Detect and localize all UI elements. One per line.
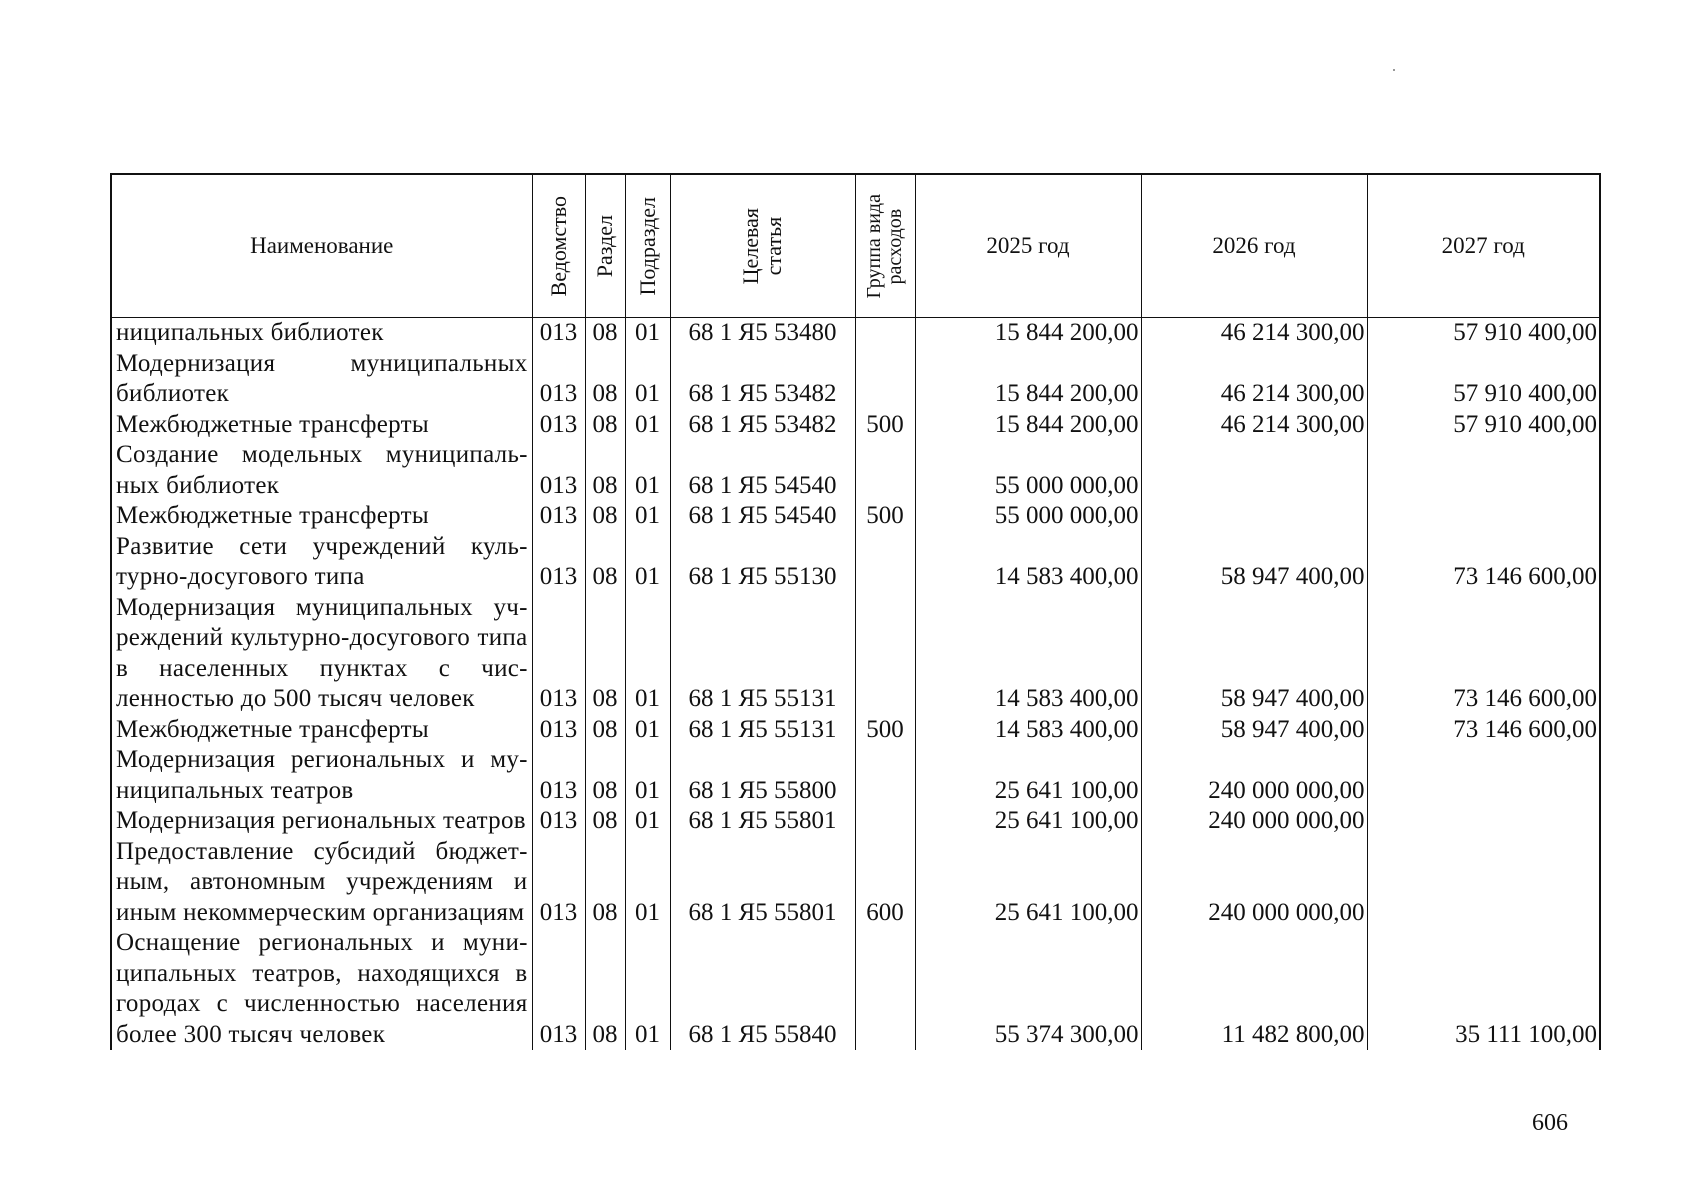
page-number: 606 xyxy=(1532,1110,1568,1136)
row-vedomstvo-cell: 013 xyxy=(532,928,585,1050)
header-celevaya-line1: Целевая xyxy=(738,207,764,285)
row-2025-cell: 25 641 100,00 xyxy=(915,806,1141,837)
row-2026-cell: 240 000 000,00 xyxy=(1141,806,1367,837)
header-name xyxy=(112,175,532,318)
table-row xyxy=(112,501,1599,532)
row-razdel-cell: 08 xyxy=(585,928,625,1050)
row-2026-cell: 46 214 300,00 xyxy=(1141,410,1367,441)
row-2027-cell xyxy=(1367,837,1599,929)
table-row xyxy=(112,745,1599,806)
row-celevaya-cell: 68 1 Я5 55801 xyxy=(670,806,855,837)
row-razdel-cell: 08 xyxy=(585,501,625,532)
row-2027-cell: 57 910 400,00 xyxy=(1367,349,1599,410)
row-razdel-cell: 08 xyxy=(585,532,625,593)
row-2027-cell xyxy=(1367,501,1599,532)
budget-table-frame xyxy=(110,173,1601,1050)
row-2025-cell: 15 844 200,00 xyxy=(915,410,1141,441)
row-gruppa-cell: 500 xyxy=(855,410,915,441)
row-celevaya-cell: 68 1 Я5 53482 xyxy=(670,349,855,410)
table-row xyxy=(112,837,1599,929)
header-year-2026 xyxy=(1141,175,1367,318)
row-name-cell: Оснащение региональных и муниципальных театров, находящихся в городах с численностью населения более 300 тысяч человек xyxy=(112,928,532,1050)
row-gruppa-cell: 500 xyxy=(855,715,915,746)
row-2026-cell: 58 947 400,00 xyxy=(1141,593,1367,715)
row-2025-cell: 14 583 400,00 xyxy=(915,715,1141,746)
row-razdel-cell: 08 xyxy=(585,318,625,349)
row-name-cell: Развитие сети учреждений культурно-досугового типа xyxy=(112,532,532,593)
row-celevaya-cell: 68 1 Я5 55130 xyxy=(670,532,855,593)
header-year-2025-label: 2025 год xyxy=(986,233,1070,258)
row-2026-cell: 240 000 000,00 xyxy=(1141,837,1367,929)
header-gruppa-line2: расходов xyxy=(884,208,906,284)
row-name-cell: Модернизация региональных театров xyxy=(112,806,532,837)
table-row xyxy=(112,349,1599,410)
row-celevaya-cell: 68 1 Я5 53480 xyxy=(670,318,855,349)
row-2026-cell xyxy=(1141,501,1367,532)
row-vedomstvo-cell: 013 xyxy=(532,715,585,746)
header-year-2027 xyxy=(1367,175,1599,318)
row-podrazdel-cell: 01 xyxy=(625,501,670,532)
row-2025-cell: 14 583 400,00 xyxy=(915,593,1141,715)
row-2027-cell: 57 910 400,00 xyxy=(1367,318,1599,349)
header-gruppa-vida-rashodov xyxy=(855,175,915,318)
row-2026-cell: 240 000 000,00 xyxy=(1141,745,1367,806)
row-gruppa-cell xyxy=(855,928,915,1050)
row-celevaya-cell: 68 1 Я5 53482 xyxy=(670,410,855,441)
table-row xyxy=(112,440,1599,501)
row-vedomstvo-cell: 013 xyxy=(532,593,585,715)
row-2025-cell: 25 641 100,00 xyxy=(915,837,1141,929)
row-2027-cell: 73 146 600,00 xyxy=(1367,593,1599,715)
row-razdel-cell: 08 xyxy=(585,745,625,806)
row-celevaya-cell: 68 1 Я5 55840 xyxy=(670,928,855,1050)
row-podrazdel-cell: 01 xyxy=(625,440,670,501)
row-2025-cell: 15 844 200,00 xyxy=(915,318,1141,349)
row-name-cell: Межбюджетные трансферты xyxy=(112,410,532,441)
row-vedomstvo-cell: 013 xyxy=(532,806,585,837)
header-year-2025 xyxy=(915,175,1141,318)
table-row xyxy=(112,928,1599,1050)
row-podrazdel-cell: 01 xyxy=(625,410,670,441)
scan-speck xyxy=(1393,69,1395,71)
row-2025-cell: 25 641 100,00 xyxy=(915,745,1141,806)
header-name-label: Наименование xyxy=(250,233,394,258)
row-podrazdel-cell: 01 xyxy=(625,837,670,929)
header-podrazdel xyxy=(625,175,670,318)
row-name-cell: Создание модельных муниципальных библиотек xyxy=(112,440,532,501)
row-podrazdel-cell: 01 xyxy=(625,532,670,593)
row-podrazdel-cell: 01 xyxy=(625,928,670,1050)
row-name-cell: ниципальных библиотек xyxy=(112,318,532,349)
row-2025-cell: 14 583 400,00 xyxy=(915,532,1141,593)
row-vedomstvo-cell: 013 xyxy=(532,318,585,349)
row-name-cell: Модернизация муниципальных библиотек xyxy=(112,349,532,410)
row-celevaya-cell: 68 1 Я5 54540 xyxy=(670,501,855,532)
row-gruppa-cell xyxy=(855,440,915,501)
row-2027-cell: 35 111 100,00 xyxy=(1367,928,1599,1050)
row-podrazdel-cell: 01 xyxy=(625,349,670,410)
row-razdel-cell: 08 xyxy=(585,349,625,410)
row-2026-cell xyxy=(1141,440,1367,501)
row-2025-cell: 55 000 000,00 xyxy=(915,501,1141,532)
row-vedomstvo-cell: 013 xyxy=(532,745,585,806)
row-2025-cell: 55 000 000,00 xyxy=(915,440,1141,501)
row-2027-cell xyxy=(1367,806,1599,837)
row-podrazdel-cell: 01 xyxy=(625,715,670,746)
row-gruppa-cell xyxy=(855,532,915,593)
row-gruppa-cell: 500 xyxy=(855,501,915,532)
row-celevaya-cell: 68 1 Я5 54540 xyxy=(670,440,855,501)
row-gruppa-cell xyxy=(855,745,915,806)
header-vedomstvo-label: Ведомство xyxy=(545,195,571,297)
header-celevaya-line2: статья xyxy=(761,216,787,276)
header-year-2027-label: 2027 год xyxy=(1441,233,1525,258)
row-2027-cell: 73 146 600,00 xyxy=(1367,715,1599,746)
row-2026-cell: 46 214 300,00 xyxy=(1141,318,1367,349)
row-name-cell: Модернизация муниципальных учреждений культурно-досугового типа в населенных пунктах с численностью до 500 тысяч человек xyxy=(112,593,532,715)
row-razdel-cell: 08 xyxy=(585,440,625,501)
header-razdel-label: Раздел xyxy=(592,214,618,278)
header-celevaya-statya xyxy=(670,175,855,318)
row-gruppa-cell: 600 xyxy=(855,837,915,929)
row-podrazdel-cell: 01 xyxy=(625,318,670,349)
header-vedomstvo xyxy=(532,175,585,318)
row-gruppa-cell xyxy=(855,318,915,349)
header-podrazdel-label: Подраздел xyxy=(634,196,660,296)
table-row xyxy=(112,806,1599,837)
table-row xyxy=(112,715,1599,746)
header-gruppa-line1: Группа вида xyxy=(863,193,885,299)
row-name-cell: Межбюджетные трансферты xyxy=(112,501,532,532)
row-podrazdel-cell: 01 xyxy=(625,806,670,837)
row-2026-cell: 58 947 400,00 xyxy=(1141,532,1367,593)
row-2027-cell: 57 910 400,00 xyxy=(1367,410,1599,441)
row-vedomstvo-cell: 013 xyxy=(532,501,585,532)
row-celevaya-cell: 68 1 Я5 55131 xyxy=(670,715,855,746)
table-row xyxy=(112,593,1599,715)
row-vedomstvo-cell: 013 xyxy=(532,837,585,929)
row-2027-cell: 73 146 600,00 xyxy=(1367,532,1599,593)
row-name-cell: Предоставление субсидий бюджетным, автономным учреждениям и иным некоммерческим организациям xyxy=(112,837,532,929)
row-podrazdel-cell: 01 xyxy=(625,745,670,806)
row-2025-cell: 55 374 300,00 xyxy=(915,928,1141,1050)
table-row xyxy=(112,532,1599,593)
budget-table xyxy=(112,175,1599,1050)
row-vedomstvo-cell: 013 xyxy=(532,349,585,410)
row-name-cell: Модернизация региональных и муниципальных театров xyxy=(112,745,532,806)
table-row xyxy=(112,410,1599,441)
row-name-cell: Межбюджетные трансферты xyxy=(112,715,532,746)
row-vedomstvo-cell: 013 xyxy=(532,532,585,593)
row-2026-cell: 46 214 300,00 xyxy=(1141,349,1367,410)
row-gruppa-cell xyxy=(855,349,915,410)
header-razdel xyxy=(585,175,625,318)
header-year-2026-label: 2026 год xyxy=(1212,233,1296,258)
row-razdel-cell: 08 xyxy=(585,806,625,837)
row-2027-cell xyxy=(1367,440,1599,501)
row-2027-cell xyxy=(1367,745,1599,806)
row-podrazdel-cell: 01 xyxy=(625,593,670,715)
row-celevaya-cell: 68 1 Я5 55800 xyxy=(670,745,855,806)
table-row xyxy=(112,318,1599,349)
row-razdel-cell: 08 xyxy=(585,715,625,746)
row-celevaya-cell: 68 1 Я5 55131 xyxy=(670,593,855,715)
row-razdel-cell: 08 xyxy=(585,410,625,441)
row-2026-cell: 58 947 400,00 xyxy=(1141,715,1367,746)
row-razdel-cell: 08 xyxy=(585,593,625,715)
table-body xyxy=(112,318,1599,1051)
row-vedomstvo-cell: 013 xyxy=(532,410,585,441)
row-2025-cell: 15 844 200,00 xyxy=(915,349,1141,410)
row-vedomstvo-cell: 013 xyxy=(532,440,585,501)
table-header-row xyxy=(112,175,1599,318)
row-razdel-cell: 08 xyxy=(585,837,625,929)
row-gruppa-cell xyxy=(855,806,915,837)
row-2026-cell: 11 482 800,00 xyxy=(1141,928,1367,1050)
row-gruppa-cell xyxy=(855,593,915,715)
row-celevaya-cell: 68 1 Я5 55801 xyxy=(670,837,855,929)
